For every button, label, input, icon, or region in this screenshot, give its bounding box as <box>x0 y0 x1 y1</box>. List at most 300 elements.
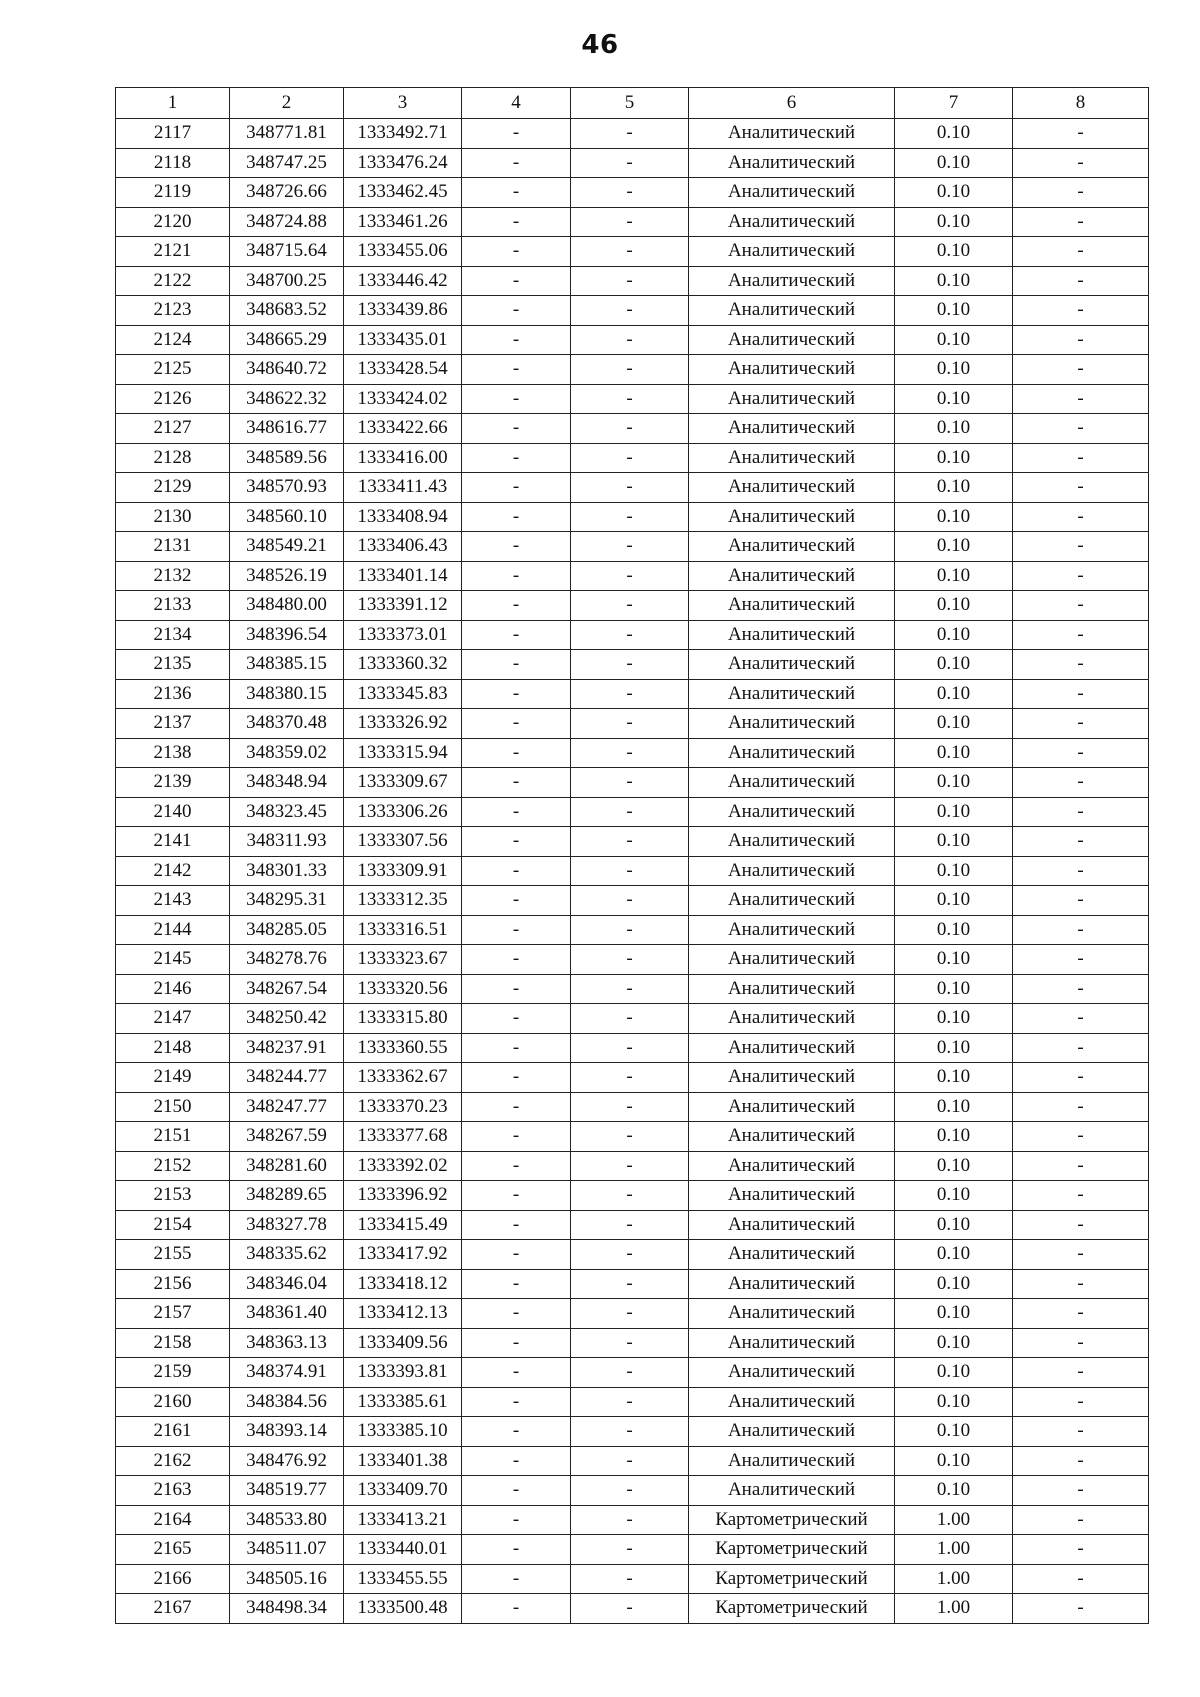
y-coordinate-cell: 1333500.48 <box>344 1594 462 1624</box>
table-row <box>116 945 1149 975</box>
col5-cell: - <box>571 1299 689 1329</box>
column-header: 8 <box>1013 88 1149 119</box>
col4-cell: - <box>462 856 571 886</box>
col4-cell: - <box>462 207 571 237</box>
accuracy-cell: 0.10 <box>895 945 1013 975</box>
x-coordinate-cell: 348505.16 <box>230 1564 344 1594</box>
table-row <box>116 915 1149 945</box>
x-coordinate-cell: 348346.04 <box>230 1269 344 1299</box>
point-number-cell: 2160 <box>116 1387 230 1417</box>
col4-cell: - <box>462 945 571 975</box>
col4-cell: - <box>462 1063 571 1093</box>
method-cell: Аналитический <box>689 207 895 237</box>
col5-cell: - <box>571 738 689 768</box>
col8-cell: - <box>1013 325 1149 355</box>
accuracy-cell: 0.10 <box>895 414 1013 444</box>
col4-cell: - <box>462 1328 571 1358</box>
table-row <box>116 296 1149 326</box>
col8-cell: - <box>1013 1476 1149 1506</box>
point-number-cell: 2117 <box>116 119 230 149</box>
method-cell: Аналитический <box>689 237 895 267</box>
col5-cell: - <box>571 325 689 355</box>
accuracy-cell: 0.10 <box>895 1063 1013 1093</box>
col4-cell: - <box>462 797 571 827</box>
y-coordinate-cell: 1333360.55 <box>344 1033 462 1063</box>
col5-cell: - <box>571 1505 689 1535</box>
col8-cell: - <box>1013 797 1149 827</box>
x-coordinate-cell: 348393.14 <box>230 1417 344 1447</box>
accuracy-cell: 0.10 <box>895 532 1013 562</box>
point-number-cell: 2134 <box>116 620 230 650</box>
table-row <box>116 768 1149 798</box>
point-number-cell: 2123 <box>116 296 230 326</box>
method-cell: Аналитический <box>689 650 895 680</box>
accuracy-cell: 0.10 <box>895 827 1013 857</box>
col8-cell: - <box>1013 1181 1149 1211</box>
method-cell: Аналитический <box>689 355 895 385</box>
y-coordinate-cell: 1333316.51 <box>344 915 462 945</box>
col5-cell: - <box>571 1033 689 1063</box>
col4-cell: - <box>462 1594 571 1624</box>
point-number-cell: 2118 <box>116 148 230 178</box>
y-coordinate-cell: 1333360.32 <box>344 650 462 680</box>
col8-cell: - <box>1013 119 1149 149</box>
col8-cell: - <box>1013 443 1149 473</box>
point-number-cell: 2164 <box>116 1505 230 1535</box>
col4-cell: - <box>462 237 571 267</box>
col8-cell: - <box>1013 414 1149 444</box>
x-coordinate-cell: 348250.42 <box>230 1004 344 1034</box>
point-number-cell: 2141 <box>116 827 230 857</box>
point-number-cell: 2147 <box>116 1004 230 1034</box>
point-number-cell: 2163 <box>116 1476 230 1506</box>
col8-cell: - <box>1013 1594 1149 1624</box>
col5-cell: - <box>571 414 689 444</box>
x-coordinate-cell: 348384.56 <box>230 1387 344 1417</box>
table-row <box>116 325 1149 355</box>
x-coordinate-cell: 348511.07 <box>230 1535 344 1565</box>
col8-cell: - <box>1013 1535 1149 1565</box>
col5-cell: - <box>571 119 689 149</box>
accuracy-cell: 0.10 <box>895 591 1013 621</box>
y-coordinate-cell: 1333323.67 <box>344 945 462 975</box>
col5-cell: - <box>571 1446 689 1476</box>
col8-cell: - <box>1013 148 1149 178</box>
method-cell: Аналитический <box>689 945 895 975</box>
col8-cell: - <box>1013 591 1149 621</box>
col8-cell: - <box>1013 1151 1149 1181</box>
col4-cell: - <box>462 768 571 798</box>
table-row <box>116 591 1149 621</box>
point-number-cell: 2149 <box>116 1063 230 1093</box>
method-cell: Аналитический <box>689 1151 895 1181</box>
table-row <box>116 738 1149 768</box>
point-number-cell: 2166 <box>116 1564 230 1594</box>
method-cell: Аналитический <box>689 1063 895 1093</box>
y-coordinate-cell: 1333439.86 <box>344 296 462 326</box>
accuracy-cell: 0.10 <box>895 1210 1013 1240</box>
method-cell: Аналитический <box>689 1476 895 1506</box>
col5-cell: - <box>571 650 689 680</box>
col4-cell: - <box>462 148 571 178</box>
col8-cell: - <box>1013 1505 1149 1535</box>
col5-cell: - <box>571 886 689 916</box>
point-number-cell: 2131 <box>116 532 230 562</box>
table-row <box>116 266 1149 296</box>
method-cell: Картометрический <box>689 1505 895 1535</box>
point-number-cell: 2162 <box>116 1446 230 1476</box>
y-coordinate-cell: 1333413.21 <box>344 1505 462 1535</box>
col4-cell: - <box>462 827 571 857</box>
y-coordinate-cell: 1333396.92 <box>344 1181 462 1211</box>
col4-cell: - <box>462 591 571 621</box>
table-row <box>116 797 1149 827</box>
y-coordinate-cell: 1333391.12 <box>344 591 462 621</box>
col8-cell: - <box>1013 886 1149 916</box>
point-number-cell: 2145 <box>116 945 230 975</box>
col5-cell: - <box>571 237 689 267</box>
y-coordinate-cell: 1333415.49 <box>344 1210 462 1240</box>
table-row <box>116 207 1149 237</box>
method-cell: Аналитический <box>689 1269 895 1299</box>
point-number-cell: 2127 <box>116 414 230 444</box>
accuracy-cell: 0.10 <box>895 119 1013 149</box>
accuracy-cell: 0.10 <box>895 207 1013 237</box>
accuracy-cell: 0.10 <box>895 443 1013 473</box>
method-cell: Аналитический <box>689 886 895 916</box>
x-coordinate-cell: 348374.91 <box>230 1358 344 1388</box>
x-coordinate-cell: 348281.60 <box>230 1151 344 1181</box>
table-row <box>116 414 1149 444</box>
accuracy-cell: 0.10 <box>895 1151 1013 1181</box>
x-coordinate-cell: 348480.00 <box>230 591 344 621</box>
method-cell: Аналитический <box>689 915 895 945</box>
col4-cell: - <box>462 266 571 296</box>
x-coordinate-cell: 348335.62 <box>230 1240 344 1270</box>
col4-cell: - <box>462 974 571 1004</box>
x-coordinate-cell: 348771.81 <box>230 119 344 149</box>
table-body <box>116 88 1149 1624</box>
col8-cell: - <box>1013 1299 1149 1329</box>
accuracy-cell: 0.10 <box>895 355 1013 385</box>
col5-cell: - <box>571 1240 689 1270</box>
accuracy-cell: 0.10 <box>895 915 1013 945</box>
col8-cell: - <box>1013 915 1149 945</box>
col8-cell: - <box>1013 178 1149 208</box>
method-cell: Аналитический <box>689 502 895 532</box>
y-coordinate-cell: 1333406.43 <box>344 532 462 562</box>
table-row <box>116 119 1149 149</box>
method-cell: Аналитический <box>689 1004 895 1034</box>
method-cell: Аналитический <box>689 473 895 503</box>
accuracy-cell: 0.10 <box>895 561 1013 591</box>
method-cell: Аналитический <box>689 561 895 591</box>
table-row <box>116 237 1149 267</box>
col4-cell: - <box>462 561 571 591</box>
col4-cell: - <box>462 1505 571 1535</box>
table-row <box>116 502 1149 532</box>
col8-cell: - <box>1013 856 1149 886</box>
table-row <box>116 384 1149 414</box>
point-number-cell: 2143 <box>116 886 230 916</box>
x-coordinate-cell: 348385.15 <box>230 650 344 680</box>
method-cell: Аналитический <box>689 1210 895 1240</box>
point-number-cell: 2133 <box>116 591 230 621</box>
col4-cell: - <box>462 178 571 208</box>
y-coordinate-cell: 1333462.45 <box>344 178 462 208</box>
x-coordinate-cell: 348289.65 <box>230 1181 344 1211</box>
x-coordinate-cell: 348295.31 <box>230 886 344 916</box>
table-row <box>116 1299 1149 1329</box>
y-coordinate-cell: 1333424.02 <box>344 384 462 414</box>
col5-cell: - <box>571 443 689 473</box>
col5-cell: - <box>571 502 689 532</box>
accuracy-cell: 0.10 <box>895 1122 1013 1152</box>
column-header: 7 <box>895 88 1013 119</box>
accuracy-cell: 0.10 <box>895 1328 1013 1358</box>
col5-cell: - <box>571 591 689 621</box>
x-coordinate-cell: 348267.59 <box>230 1122 344 1152</box>
col4-cell: - <box>462 1210 571 1240</box>
accuracy-cell: 0.10 <box>895 886 1013 916</box>
table-row <box>116 1063 1149 1093</box>
col8-cell: - <box>1013 1004 1149 1034</box>
col8-cell: - <box>1013 473 1149 503</box>
col4-cell: - <box>462 1033 571 1063</box>
col5-cell: - <box>571 1092 689 1122</box>
col4-cell: - <box>462 1181 571 1211</box>
table-row <box>116 148 1149 178</box>
point-number-cell: 2128 <box>116 443 230 473</box>
col4-cell: - <box>462 502 571 532</box>
x-coordinate-cell: 348285.05 <box>230 915 344 945</box>
col4-cell: - <box>462 1446 571 1476</box>
point-number-cell: 2146 <box>116 974 230 1004</box>
x-coordinate-cell: 348683.52 <box>230 296 344 326</box>
point-number-cell: 2129 <box>116 473 230 503</box>
col5-cell: - <box>571 1269 689 1299</box>
y-coordinate-cell: 1333418.12 <box>344 1269 462 1299</box>
y-coordinate-cell: 1333362.67 <box>344 1063 462 1093</box>
x-coordinate-cell: 348327.78 <box>230 1210 344 1240</box>
y-coordinate-cell: 1333435.01 <box>344 325 462 355</box>
col5-cell: - <box>571 945 689 975</box>
point-number-cell: 2119 <box>116 178 230 208</box>
column-header: 4 <box>462 88 571 119</box>
x-coordinate-cell: 348526.19 <box>230 561 344 591</box>
col5-cell: - <box>571 797 689 827</box>
col5-cell: - <box>571 1004 689 1034</box>
y-coordinate-cell: 1333370.23 <box>344 1092 462 1122</box>
col8-cell: - <box>1013 1417 1149 1447</box>
x-coordinate-cell: 348640.72 <box>230 355 344 385</box>
point-number-cell: 2161 <box>116 1417 230 1447</box>
col4-cell: - <box>462 1299 571 1329</box>
point-number-cell: 2139 <box>116 768 230 798</box>
col8-cell: - <box>1013 384 1149 414</box>
table-row <box>116 1240 1149 1270</box>
col5-cell: - <box>571 1151 689 1181</box>
col4-cell: - <box>462 1122 571 1152</box>
x-coordinate-cell: 348370.48 <box>230 709 344 739</box>
x-coordinate-cell: 348498.34 <box>230 1594 344 1624</box>
method-cell: Аналитический <box>689 1181 895 1211</box>
col4-cell: - <box>462 296 571 326</box>
y-coordinate-cell: 1333309.67 <box>344 768 462 798</box>
method-cell: Аналитический <box>689 1328 895 1358</box>
col4-cell: - <box>462 414 571 444</box>
col4-cell: - <box>462 1476 571 1506</box>
col5-cell: - <box>571 473 689 503</box>
y-coordinate-cell: 1333428.54 <box>344 355 462 385</box>
y-coordinate-cell: 1333476.24 <box>344 148 462 178</box>
x-coordinate-cell: 348570.93 <box>230 473 344 503</box>
x-coordinate-cell: 348560.10 <box>230 502 344 532</box>
col8-cell: - <box>1013 237 1149 267</box>
table-row <box>116 1122 1149 1152</box>
table-row <box>116 1210 1149 1240</box>
x-coordinate-cell: 348726.66 <box>230 178 344 208</box>
point-number-cell: 2144 <box>116 915 230 945</box>
x-coordinate-cell: 348724.88 <box>230 207 344 237</box>
col4-cell: - <box>462 325 571 355</box>
col5-cell: - <box>571 1210 689 1240</box>
y-coordinate-cell: 1333309.91 <box>344 856 462 886</box>
x-coordinate-cell: 348323.45 <box>230 797 344 827</box>
accuracy-cell: 1.00 <box>895 1535 1013 1565</box>
method-cell: Аналитический <box>689 414 895 444</box>
table-row <box>116 1181 1149 1211</box>
col8-cell: - <box>1013 355 1149 385</box>
col5-cell: - <box>571 856 689 886</box>
method-cell: Аналитический <box>689 679 895 709</box>
x-coordinate-cell: 348700.25 <box>230 266 344 296</box>
table-row <box>116 1446 1149 1476</box>
y-coordinate-cell: 1333411.43 <box>344 473 462 503</box>
method-cell: Аналитический <box>689 709 895 739</box>
y-coordinate-cell: 1333455.06 <box>344 237 462 267</box>
method-cell: Аналитический <box>689 827 895 857</box>
col8-cell: - <box>1013 709 1149 739</box>
table-row <box>116 1564 1149 1594</box>
col5-cell: - <box>571 207 689 237</box>
y-coordinate-cell: 1333416.00 <box>344 443 462 473</box>
method-cell: Картометрический <box>689 1564 895 1594</box>
header-row <box>116 88 1149 119</box>
accuracy-cell: 0.10 <box>895 709 1013 739</box>
col5-cell: - <box>571 679 689 709</box>
col8-cell: - <box>1013 1210 1149 1240</box>
point-number-cell: 2153 <box>116 1181 230 1211</box>
col8-cell: - <box>1013 945 1149 975</box>
table-row <box>116 856 1149 886</box>
table-row <box>116 355 1149 385</box>
y-coordinate-cell: 1333412.13 <box>344 1299 462 1329</box>
column-header: 5 <box>571 88 689 119</box>
col5-cell: - <box>571 1328 689 1358</box>
table-row <box>116 1004 1149 1034</box>
x-coordinate-cell: 348311.93 <box>230 827 344 857</box>
accuracy-cell: 0.10 <box>895 1033 1013 1063</box>
col8-cell: - <box>1013 1240 1149 1270</box>
col8-cell: - <box>1013 1328 1149 1358</box>
col5-cell: - <box>571 1594 689 1624</box>
point-number-cell: 2159 <box>116 1358 230 1388</box>
column-header: 1 <box>116 88 230 119</box>
y-coordinate-cell: 1333440.01 <box>344 1535 462 1565</box>
point-number-cell: 2158 <box>116 1328 230 1358</box>
method-cell: Аналитический <box>689 1417 895 1447</box>
point-number-cell: 2150 <box>116 1092 230 1122</box>
col8-cell: - <box>1013 561 1149 591</box>
col8-cell: - <box>1013 532 1149 562</box>
table-row <box>116 1505 1149 1535</box>
table-row <box>116 650 1149 680</box>
point-number-cell: 2138 <box>116 738 230 768</box>
col4-cell: - <box>462 1092 571 1122</box>
method-cell: Картометрический <box>689 1594 895 1624</box>
col4-cell: - <box>462 119 571 149</box>
table-row <box>116 974 1149 1004</box>
col5-cell: - <box>571 1535 689 1565</box>
column-header: 6 <box>689 88 895 119</box>
col8-cell: - <box>1013 207 1149 237</box>
x-coordinate-cell: 348747.25 <box>230 148 344 178</box>
accuracy-cell: 0.10 <box>895 1299 1013 1329</box>
col4-cell: - <box>462 1387 571 1417</box>
table-row <box>116 827 1149 857</box>
page-number: 46 <box>581 30 619 60</box>
point-number-cell: 2137 <box>116 709 230 739</box>
point-number-cell: 2154 <box>116 1210 230 1240</box>
col8-cell: - <box>1013 650 1149 680</box>
col5-cell: - <box>571 532 689 562</box>
point-number-cell: 2148 <box>116 1033 230 1063</box>
col8-cell: - <box>1013 1092 1149 1122</box>
y-coordinate-cell: 1333345.83 <box>344 679 462 709</box>
col5-cell: - <box>571 296 689 326</box>
y-coordinate-cell: 1333385.61 <box>344 1387 462 1417</box>
y-coordinate-cell: 1333315.80 <box>344 1004 462 1034</box>
accuracy-cell: 0.10 <box>895 148 1013 178</box>
x-coordinate-cell: 348519.77 <box>230 1476 344 1506</box>
accuracy-cell: 0.10 <box>895 296 1013 326</box>
method-cell: Аналитический <box>689 384 895 414</box>
y-coordinate-cell: 1333401.14 <box>344 561 462 591</box>
col5-cell: - <box>571 384 689 414</box>
x-coordinate-cell: 348361.40 <box>230 1299 344 1329</box>
point-number-cell: 2155 <box>116 1240 230 1270</box>
col8-cell: - <box>1013 1358 1149 1388</box>
col4-cell: - <box>462 620 571 650</box>
col4-cell: - <box>462 1564 571 1594</box>
col4-cell: - <box>462 738 571 768</box>
y-coordinate-cell: 1333377.68 <box>344 1122 462 1152</box>
col5-cell: - <box>571 355 689 385</box>
table-row <box>116 1476 1149 1506</box>
method-cell: Аналитический <box>689 1358 895 1388</box>
accuracy-cell: 0.10 <box>895 178 1013 208</box>
col5-cell: - <box>571 178 689 208</box>
method-cell: Аналитический <box>689 325 895 355</box>
y-coordinate-cell: 1333306.26 <box>344 797 462 827</box>
table-row <box>116 1033 1149 1063</box>
accuracy-cell: 0.10 <box>895 266 1013 296</box>
y-coordinate-cell: 1333373.01 <box>344 620 462 650</box>
col8-cell: - <box>1013 1446 1149 1476</box>
point-number-cell: 2136 <box>116 679 230 709</box>
method-cell: Аналитический <box>689 1387 895 1417</box>
